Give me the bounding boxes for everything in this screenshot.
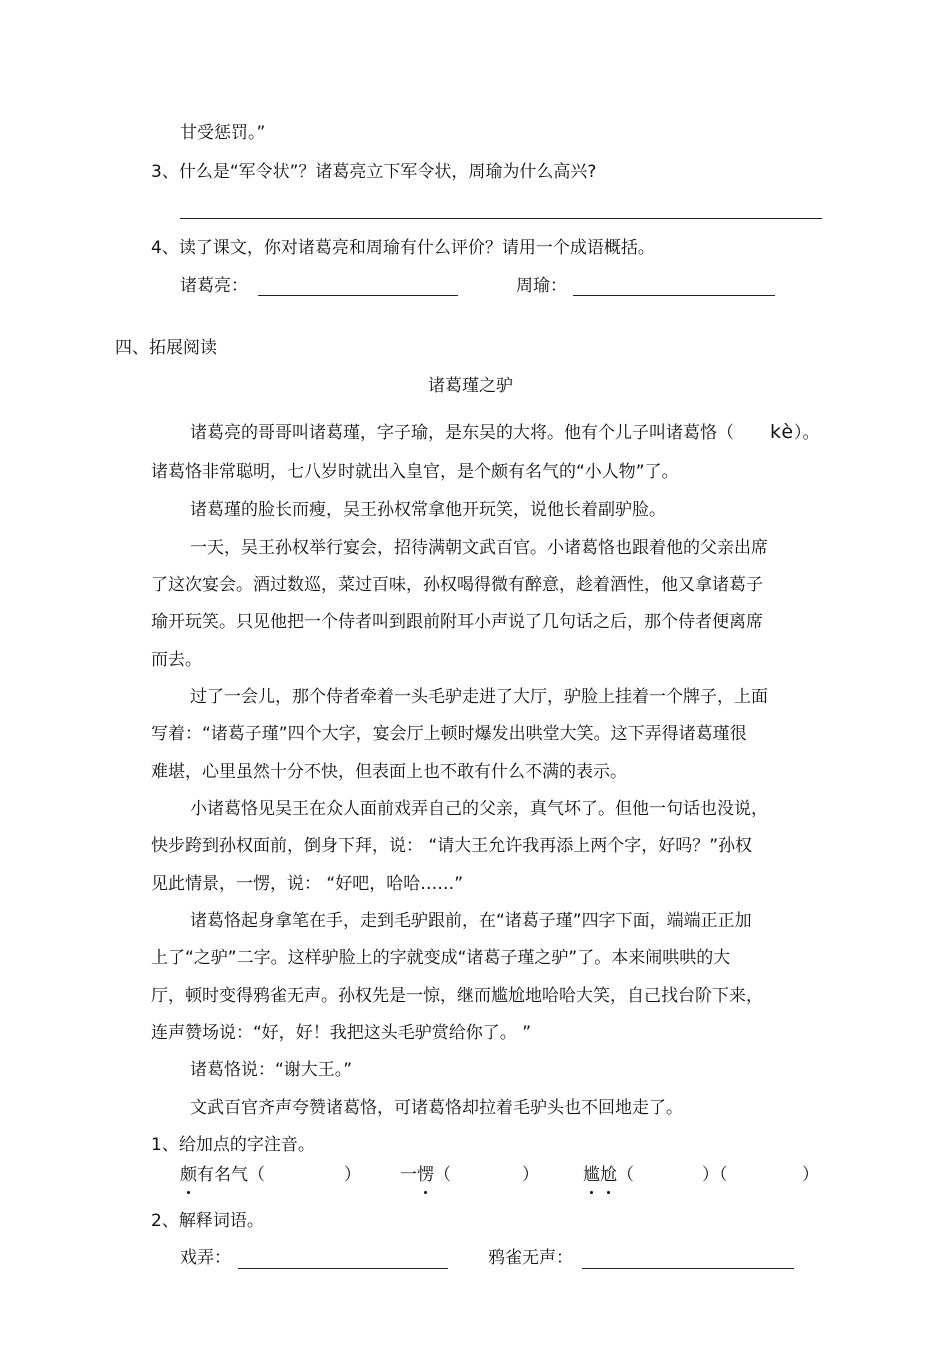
paragraph-6-line-1: 诸葛恪起身拿笔在手，走到毛驴跟前，在“诸葛子瑾”四字下面，端端正正加 (190, 911, 752, 931)
close-paren: ） (344, 1165, 361, 1185)
paragraph-3-line-4: 而去。 (151, 650, 202, 670)
paragraph-5-line-3: 见此情景，一愣，说： “好吧，哈哈……” (151, 874, 464, 894)
paragraph-2: 诸葛瑾的脸长而瘦，吴王孙权常拿他开玩笑，说他长着副驴脸。 (190, 500, 666, 520)
section-heading: 四、拓展阅读 (115, 338, 217, 358)
passage-title: 诸葛瑾之驴 (428, 376, 513, 396)
pinyin-item-yileng: 一愣（ (400, 1165, 451, 1185)
close-paren: ） (802, 1165, 819, 1185)
paragraph-6-line-4: 连声赞场说：“好，好！我把这头毛驴赏给你了。 ” (151, 1023, 532, 1043)
label-xinong: 戏弄： (180, 1248, 231, 1268)
label-yaquewusheng: 鸦雀无声： (488, 1248, 573, 1268)
paragraph-8: 文武百官齐声夸赞诸葛恪，可诸葛恪却拉着毛驴头也不回地走了。 (190, 1098, 683, 1118)
dotted-char: 愣 (417, 1165, 434, 1185)
question-3: 3、什么是“军令状”？诸葛亮立下军令状，周瑜为什么高兴? (151, 162, 597, 182)
answer-line-q3[interactable] (180, 218, 822, 219)
question-1: 1、给加点的字注音。 (151, 1135, 315, 1155)
paragraph-5-line-2: 快步跨到孙权面前，倒身下拜，说： “请大王允许我再添上两个字，好吗？”孙权 (151, 836, 753, 856)
paragraph-5-line-1: 小诸葛恪见吴王在众人面前戏弄自己的父亲，真气坏了。但他一句话也没说， (190, 799, 768, 819)
answer-line-xinong[interactable] (238, 1268, 448, 1269)
close-paren: ） (522, 1165, 539, 1185)
paragraph-3-line-3: 瑜开玩笑。只见他把一个侍者叫到跟前附耳小声说了几句话之后，那个侍者便离席 (151, 612, 763, 632)
pinyin-item-poyoumingqi: 颇有名气（ (180, 1165, 265, 1185)
label-zhugeliang: 诸葛亮： (180, 276, 248, 296)
paragraph-6-line-2: 上了“之驴”二字。这样驴脸上的字就变成“诸葛子瑾之驴”了。本来闹哄哄的大 (151, 948, 731, 968)
pinyin-ke: kè (770, 421, 795, 443)
paragraph-4-line-3: 难堪，心里虽然十分不快，但表面上也不敢有什么不满的表示。 (151, 762, 627, 782)
answer-line-zhouyu[interactable] (573, 295, 775, 296)
paragraph-3-line-2: 了这次宴会。酒过数巡，菜过百味，孙权喝得微有醉意，趁着酒性，他又拿诸葛子 (151, 575, 763, 595)
paragraph-1-line-2: 诸葛恪非常聪明，七八岁时就出入皇官，是个颇有名气的“小人物”了。 (151, 462, 679, 482)
paragraph-4-line-2: 写着：“诸葛子瑾”四个大字，宴会厅上顿时爆发出哄堂大笑。这下弄得诸葛瑾很 (151, 724, 747, 744)
paragraph-4-line-1: 过了一会儿，那个侍者牵着一头毛驴走进了大厅，驴脸上挂着一个牌子，上面 (190, 687, 768, 707)
pinyin-item-ganga: 尴尬（ (583, 1165, 634, 1185)
answer-line-zhugeliang[interactable] (258, 295, 458, 296)
question-2: 2、解释词语。 (151, 1211, 264, 1231)
question-4: 4、读了课文，你对诸葛亮和周瑜有什么评价？请用一个成语概括。 (151, 238, 655, 258)
paragraph-6-line-3: 厅，顿时变得鸦雀无声。孙权先是一惊，继而尴尬地哈哈大笑，自己找台阶下来， (151, 986, 763, 1006)
dotted-char: 颇 (180, 1165, 197, 1185)
dotted-char: 尴 (583, 1165, 600, 1185)
continuation-text: 甘受惩罚。” (180, 123, 266, 143)
paragraph-3-line-1: 一天，吴王孙权举行宴会，招待满朝文武百官。小诸葛恪也跟着他的父亲出席 (190, 538, 768, 558)
middle-parens: ）（ (702, 1165, 728, 1185)
dotted-char: 尬 (600, 1165, 617, 1185)
label-zhouyu: 周瑜： (516, 276, 567, 296)
answer-line-yaquewusheng[interactable] (582, 1268, 794, 1269)
paragraph-7: 诸葛恪说：“谢大王。” (190, 1060, 353, 1080)
paragraph-1-line-1: 诸葛亮的哥哥叫诸葛瑾，字子瑜，是东吴的大将。他有个儿子叫诸葛恪（ kè）。 (190, 421, 820, 443)
